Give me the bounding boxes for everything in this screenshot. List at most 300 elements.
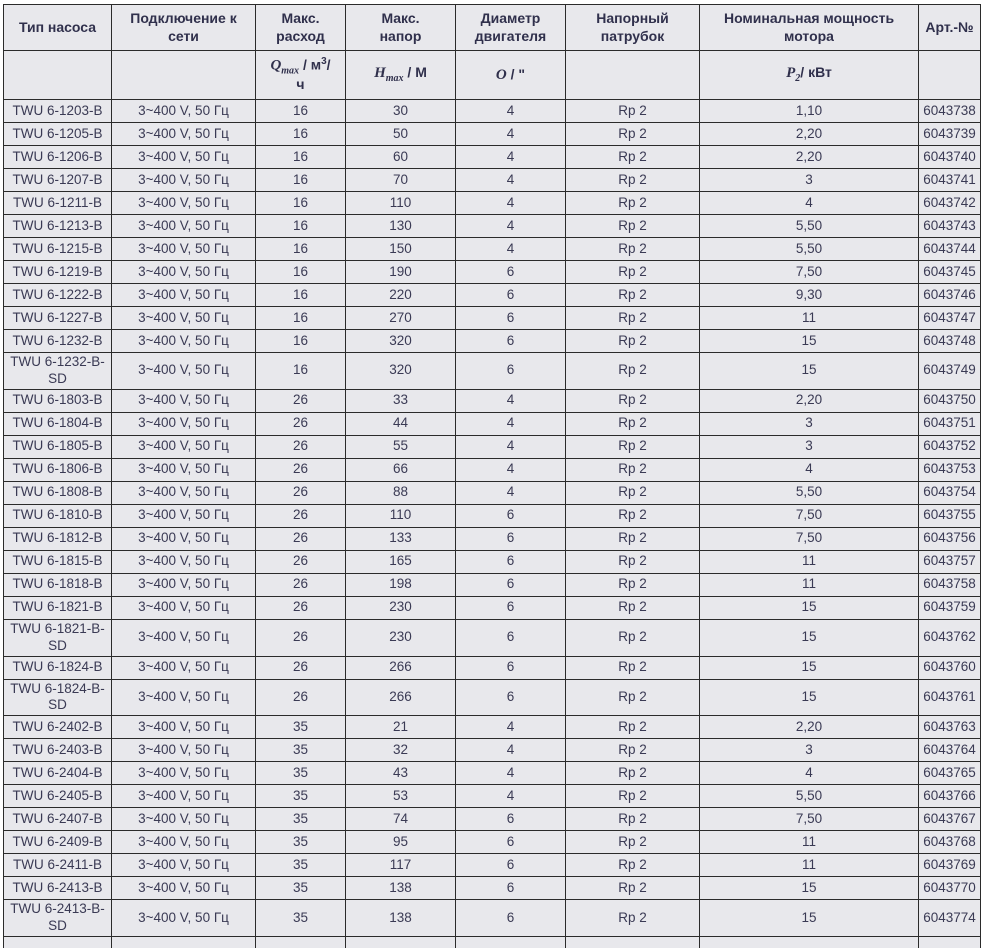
- cell-mains-connection: 3~400 V, 50 Гц: [112, 261, 256, 284]
- table-body: [4, 100, 981, 948]
- cell-mains-connection: 3~400 V, 50 Гц: [112, 550, 256, 573]
- table-row: [4, 192, 981, 215]
- cell-rated-power: 7,50: [700, 808, 919, 831]
- cell-rated-power: 11: [700, 573, 919, 596]
- cell-max-head: 74: [346, 808, 456, 831]
- table-row: [4, 877, 981, 900]
- cell-pressure-port: Rp 2: [566, 808, 700, 831]
- cell-rated-power: 9,30: [700, 284, 919, 307]
- cell-pressure-port: Rp 2: [566, 762, 700, 785]
- cell-max-head: 70: [346, 169, 456, 192]
- cell-mains-connection: 3~400 V, 50 Гц: [112, 284, 256, 307]
- cell-motor-diameter: 6: [456, 550, 566, 573]
- cell-max-head: 130: [346, 215, 456, 238]
- cell-pressure-port: Rp 2: [566, 412, 700, 435]
- cell-pump-type: TWU 6-1206-B: [4, 146, 112, 169]
- cell-mains-connection: 3~400 V, 50 Гц: [112, 716, 256, 739]
- table-row: [4, 169, 981, 192]
- cell-max-flow: 35: [256, 785, 346, 808]
- cell-rated-power: 4: [700, 762, 919, 785]
- cell-pressure-port: Rp 2: [566, 831, 700, 854]
- cell-max-head: 230: [346, 596, 456, 619]
- cell-pressure-port: Rp 2: [566, 900, 700, 937]
- cell-rated-power: 3: [700, 169, 919, 192]
- cell-motor-diameter: 6: [456, 831, 566, 854]
- table-row: [4, 900, 981, 937]
- cell-pressure-port: Rp 2: [566, 739, 700, 762]
- unit-cell-empty-pressure-port: [566, 51, 700, 100]
- cell-motor-diameter: 4: [456, 215, 566, 238]
- cell-article-number: 6043763: [919, 716, 981, 739]
- cell-rated-power: 3: [700, 739, 919, 762]
- cell-rated-power: 15: [700, 353, 919, 390]
- table-row: [4, 146, 981, 169]
- cell-max-head: 32: [346, 739, 456, 762]
- cell-max-flow: 35: [256, 739, 346, 762]
- cell-pressure-port: Rp 2: [566, 619, 700, 656]
- cell-max-head: 270: [346, 307, 456, 330]
- cell-pump-type: TWU 6-1222-B: [4, 284, 112, 307]
- cell-max-flow: 16: [256, 123, 346, 146]
- cell-motor-diameter: 6: [456, 504, 566, 527]
- cell-motor-diameter: 6: [456, 877, 566, 900]
- cell-motor-diameter: 6: [456, 808, 566, 831]
- cell-max-head: 55: [346, 435, 456, 458]
- cell-max-head: 190: [346, 261, 456, 284]
- cell-pump-type: TWU 6-1821-B: [4, 596, 112, 619]
- cell-pressure-port: Rp 2: [566, 192, 700, 215]
- cell-article-number: 6043743: [919, 215, 981, 238]
- cell-motor-diameter: 4: [456, 123, 566, 146]
- table-row: [4, 215, 981, 238]
- cell-article-number: [919, 937, 981, 948]
- cell-max-head: 320: [346, 330, 456, 353]
- cell-max-head: 165: [346, 550, 456, 573]
- cell-article-number: 6043744: [919, 238, 981, 261]
- cell-motor-diameter: 6: [456, 619, 566, 656]
- cell-pump-type: TWU 6-2403-B: [4, 739, 112, 762]
- cell-max-flow: 35: [256, 716, 346, 739]
- cell-max-flow: 16: [256, 100, 346, 123]
- cell-rated-power: 11: [700, 831, 919, 854]
- cell-max-flow: 35: [256, 854, 346, 877]
- cell-pressure-port: Rp 2: [566, 716, 700, 739]
- cell-motor-diameter: 4: [456, 192, 566, 215]
- cell-rated-power: 5,50: [700, 785, 919, 808]
- cell-mains-connection: 3~400 V, 50 Гц: [112, 573, 256, 596]
- cell-pressure-port: Rp 2: [566, 389, 700, 412]
- table-row-partial: [4, 937, 981, 948]
- table-row: [4, 762, 981, 785]
- cell-mains-connection: 3~400 V, 50 Гц: [112, 215, 256, 238]
- table-row: [4, 808, 981, 831]
- table-row: [4, 261, 981, 284]
- cell-pressure-port: Rp 2: [566, 146, 700, 169]
- cell-mains-connection: 3~400 V, 50 Гц: [112, 307, 256, 330]
- cell-pump-type: TWU 6-1803-B: [4, 389, 112, 412]
- cell-pump-type: TWU 6-1808-B: [4, 481, 112, 504]
- cell-pump-type: TWU 6-1232-B: [4, 330, 112, 353]
- cell-max-head: 66: [346, 458, 456, 481]
- cell-max-flow: 16: [256, 330, 346, 353]
- cell-article-number: 6043758: [919, 573, 981, 596]
- cell-pump-type: TWU 6-1213-B: [4, 215, 112, 238]
- cell-motor-diameter: 6: [456, 527, 566, 550]
- cell-pump-type: TWU 6-1810-B: [4, 504, 112, 527]
- cell-pump-type: TWU 6-1815-B: [4, 550, 112, 573]
- table-row: [4, 831, 981, 854]
- cell-max-flow: 16: [256, 284, 346, 307]
- cell-max-flow: 16: [256, 353, 346, 390]
- cell-article-number: 6043754: [919, 481, 981, 504]
- cell-motor-diameter: 4: [456, 146, 566, 169]
- table-header: [4, 5, 981, 100]
- table-row: [4, 739, 981, 762]
- table-row: [4, 307, 981, 330]
- cell-mains-connection: 3~400 V, 50 Гц: [112, 619, 256, 656]
- cell-mains-connection: 3~400 V, 50 Гц: [112, 238, 256, 261]
- cell-max-flow: 35: [256, 877, 346, 900]
- col-header-rated-power: Номинальная мощность мотора: [700, 5, 919, 51]
- cell-pressure-port: Rp 2: [566, 123, 700, 146]
- cell-pump-type: TWU 6-1232-B-SD: [4, 353, 112, 390]
- cell-article-number: 6043752: [919, 435, 981, 458]
- cell-article-number: 6043751: [919, 412, 981, 435]
- cell-max-head: 53: [346, 785, 456, 808]
- cell-rated-power: 11: [700, 307, 919, 330]
- cell-mains-connection: 3~400 V, 50 Гц: [112, 762, 256, 785]
- unit-cell-rated-power: $P_2/$ кВт: [700, 51, 919, 100]
- cell-article-number: 6043762: [919, 619, 981, 656]
- cell-article-number: 6043766: [919, 785, 981, 808]
- cell-max-flow: 35: [256, 900, 346, 937]
- cell-max-flow: 26: [256, 596, 346, 619]
- unit-cell-max-head: $H_{max}$ / М: [346, 51, 456, 100]
- cell-max-head: 44: [346, 412, 456, 435]
- cell-article-number: 6043761: [919, 679, 981, 716]
- cell-motor-diameter: 4: [456, 716, 566, 739]
- cell-article-number: 6043767: [919, 808, 981, 831]
- cell-pump-type: TWU 6-2404-B: [4, 762, 112, 785]
- cell-rated-power: 5,50: [700, 215, 919, 238]
- cell-pump-type: TWU 6-1824-B: [4, 656, 112, 679]
- cell-article-number: 6043769: [919, 854, 981, 877]
- cell-pressure-port: Rp 2: [566, 100, 700, 123]
- cell-pressure-port: Rp 2: [566, 854, 700, 877]
- cell-mains-connection: 3~400 V, 50 Гц: [112, 412, 256, 435]
- table-row: [4, 619, 981, 656]
- cell-article-number: 6043742: [919, 192, 981, 215]
- cell-max-flow: 35: [256, 808, 346, 831]
- cell-pressure-port: Rp 2: [566, 877, 700, 900]
- unit-cell-empty-mains: [112, 51, 256, 100]
- cell-pressure-port: Rp 2: [566, 435, 700, 458]
- cell-motor-diameter: 4: [456, 435, 566, 458]
- cell-max-flow: 26: [256, 435, 346, 458]
- cell-article-number: 6043741: [919, 169, 981, 192]
- cell-motor-diameter: 6: [456, 679, 566, 716]
- cell-article-number: 6043739: [919, 123, 981, 146]
- cell-rated-power: 15: [700, 596, 919, 619]
- cell-pressure-port: Rp 2: [566, 679, 700, 716]
- cell-max-flow: 16: [256, 238, 346, 261]
- cell-max-flow: 16: [256, 261, 346, 284]
- cell-article-number: 6043745: [919, 261, 981, 284]
- col-header-max-flow: Макс. расход: [256, 5, 346, 51]
- cell-rated-power: 2,20: [700, 716, 919, 739]
- cell-motor-diameter: 4: [456, 389, 566, 412]
- unit-cell-empty-pump-type: [4, 51, 112, 100]
- cell-article-number: 6043755: [919, 504, 981, 527]
- cell-max-flow: 26: [256, 481, 346, 504]
- cell-mains-connection: 3~400 V, 50 Гц: [112, 900, 256, 937]
- cell-article-number: 6043747: [919, 307, 981, 330]
- cell-motor-diameter: 6: [456, 573, 566, 596]
- cell-pump-type: TWU 6-2413-B-SD: [4, 900, 112, 937]
- cell-max-flow: 26: [256, 458, 346, 481]
- cell-max-head: 220: [346, 284, 456, 307]
- cell-motor-diameter: 4: [456, 412, 566, 435]
- cell-motor-diameter: 6: [456, 900, 566, 937]
- cell-article-number: 6043753: [919, 458, 981, 481]
- cell-pump-type: TWU 6-1219-B: [4, 261, 112, 284]
- cell-max-flow: 26: [256, 619, 346, 656]
- cell-article-number: 6043774: [919, 900, 981, 937]
- cell-pump-type: TWU 6-2413-B: [4, 877, 112, 900]
- cell-pressure-port: Rp 2: [566, 481, 700, 504]
- table-row: [4, 656, 981, 679]
- cell-max-head: [346, 937, 456, 948]
- cell-max-head: 138: [346, 877, 456, 900]
- table-row: [4, 435, 981, 458]
- cell-rated-power: 4: [700, 192, 919, 215]
- cell-pump-type: TWU 6-1804-B: [4, 412, 112, 435]
- cell-max-head: 198: [346, 573, 456, 596]
- cell-pump-type: TWU 6-2405-B: [4, 785, 112, 808]
- cell-max-flow: 16: [256, 146, 346, 169]
- cell-article-number: 6043750: [919, 389, 981, 412]
- table-row: [4, 100, 981, 123]
- cell-max-head: 110: [346, 504, 456, 527]
- cell-pressure-port: Rp 2: [566, 238, 700, 261]
- cell-pump-type: TWU 6-1821-B-SD: [4, 619, 112, 656]
- cell-pressure-port: Rp 2: [566, 550, 700, 573]
- cell-max-flow: 35: [256, 831, 346, 854]
- cell-max-head: 133: [346, 527, 456, 550]
- table-row: [4, 330, 981, 353]
- cell-pump-type: TWU 6-1805-B: [4, 435, 112, 458]
- cell-pump-type: TWU 6-1207-B: [4, 169, 112, 192]
- cell-max-flow: 26: [256, 527, 346, 550]
- cell-pressure-port: Rp 2: [566, 596, 700, 619]
- cell-rated-power: 5,50: [700, 238, 919, 261]
- cell-max-head: 110: [346, 192, 456, 215]
- cell-mains-connection: 3~400 V, 50 Гц: [112, 527, 256, 550]
- cell-mains-connection: 3~400 V, 50 Гц: [112, 854, 256, 877]
- cell-max-flow: 26: [256, 504, 346, 527]
- cell-pressure-port: Rp 2: [566, 330, 700, 353]
- cell-motor-diameter: 6: [456, 656, 566, 679]
- cell-max-head: 43: [346, 762, 456, 785]
- cell-mains-connection: 3~400 V, 50 Гц: [112, 330, 256, 353]
- cell-motor-diameter: 6: [456, 330, 566, 353]
- table-row: [4, 596, 981, 619]
- cell-article-number: 6043740: [919, 146, 981, 169]
- cell-mains-connection: 3~400 V, 50 Гц: [112, 192, 256, 215]
- cell-motor-diameter: 4: [456, 238, 566, 261]
- cell-pump-type: TWU 6-2411-B: [4, 854, 112, 877]
- cell-pressure-port: Rp 2: [566, 215, 700, 238]
- cell-max-flow: 35: [256, 762, 346, 785]
- cell-rated-power: 11: [700, 550, 919, 573]
- cell-pump-type: TWU 6-1824-B-SD: [4, 679, 112, 716]
- cell-mains-connection: 3~400 V, 50 Гц: [112, 596, 256, 619]
- cell-mains-connection: 3~400 V, 50 Гц: [112, 831, 256, 854]
- cell-motor-diameter: 4: [456, 785, 566, 808]
- cell-pump-type: TWU 6-1812-B: [4, 527, 112, 550]
- cell-max-flow: 16: [256, 192, 346, 215]
- cell-rated-power: 15: [700, 900, 919, 937]
- cell-pressure-port: Rp 2: [566, 261, 700, 284]
- cell-max-flow: [256, 937, 346, 948]
- cell-max-head: 266: [346, 656, 456, 679]
- cell-mains-connection: 3~400 V, 50 Гц: [112, 146, 256, 169]
- table-row: [4, 284, 981, 307]
- cell-max-head: 320: [346, 353, 456, 390]
- cell-rated-power: 2,20: [700, 123, 919, 146]
- cell-article-number: 6043768: [919, 831, 981, 854]
- cell-mains-connection: 3~400 V, 50 Гц: [112, 100, 256, 123]
- cell-pressure-port: Rp 2: [566, 656, 700, 679]
- cell-pressure-port: Rp 2: [566, 573, 700, 596]
- cell-mains-connection: 3~400 V, 50 Гц: [112, 504, 256, 527]
- cell-motor-diameter: 6: [456, 353, 566, 390]
- cell-article-number: 6043738: [919, 100, 981, 123]
- cell-motor-diameter: 6: [456, 307, 566, 330]
- table-row: [4, 679, 981, 716]
- cell-pressure-port: [566, 937, 700, 948]
- table-row: [4, 412, 981, 435]
- cell-article-number: 6043770: [919, 877, 981, 900]
- col-header-mains-connection: Подключение к сети: [112, 5, 256, 51]
- table-row: [4, 353, 981, 390]
- cell-mains-connection: 3~400 V, 50 Гц: [112, 169, 256, 192]
- cell-max-head: 33: [346, 389, 456, 412]
- cell-pressure-port: Rp 2: [566, 307, 700, 330]
- cell-pump-type: TWU 6-2407-B: [4, 808, 112, 831]
- cell-article-number: 6043746: [919, 284, 981, 307]
- header-row-labels: [4, 5, 981, 51]
- cell-pump-type: TWU 6-1203-B: [4, 100, 112, 123]
- col-header-pump-type: Тип насоса: [4, 5, 112, 51]
- cell-pressure-port: Rp 2: [566, 353, 700, 390]
- cell-pump-type: [4, 937, 112, 948]
- table-row: [4, 389, 981, 412]
- table-row: [4, 238, 981, 261]
- table-row: [4, 573, 981, 596]
- cell-pump-type: TWU 6-1818-B: [4, 573, 112, 596]
- cell-mains-connection: 3~400 V, 50 Гц: [112, 877, 256, 900]
- cell-max-flow: 16: [256, 307, 346, 330]
- col-header-motor-diameter: Диаметр двигателя: [456, 5, 566, 51]
- cell-max-flow: 16: [256, 215, 346, 238]
- cell-rated-power: 3: [700, 412, 919, 435]
- cell-article-number: 6043756: [919, 527, 981, 550]
- cell-article-number: 6043748: [919, 330, 981, 353]
- cell-article-number: 6043749: [919, 353, 981, 390]
- cell-rated-power: 3: [700, 435, 919, 458]
- cell-mains-connection: 3~400 V, 50 Гц: [112, 808, 256, 831]
- cell-pump-type: TWU 6-2402-B: [4, 716, 112, 739]
- cell-mains-connection: 3~400 V, 50 Гц: [112, 353, 256, 390]
- cell-pressure-port: Rp 2: [566, 284, 700, 307]
- cell-max-head: 266: [346, 679, 456, 716]
- cell-max-flow: 16: [256, 169, 346, 192]
- cell-article-number: 6043764: [919, 739, 981, 762]
- col-header-article-number: Арт.-№: [919, 5, 981, 51]
- cell-motor-diameter: 4: [456, 100, 566, 123]
- cell-rated-power: 15: [700, 656, 919, 679]
- table-row: [4, 123, 981, 146]
- cell-motor-diameter: 4: [456, 481, 566, 504]
- unit-cell-max-flow: $Q_{max} / м^3/$ ч: [256, 51, 346, 100]
- cell-max-flow: 26: [256, 656, 346, 679]
- cell-max-head: 30: [346, 100, 456, 123]
- cell-mains-connection: 3~400 V, 50 Гц: [112, 481, 256, 504]
- cell-max-head: 21: [346, 716, 456, 739]
- cell-max-head: 50: [346, 123, 456, 146]
- cell-mains-connection: [112, 937, 256, 948]
- cell-mains-connection: 3~400 V, 50 Гц: [112, 435, 256, 458]
- cell-rated-power: 1,10: [700, 100, 919, 123]
- cell-pressure-port: Rp 2: [566, 504, 700, 527]
- table-row: [4, 458, 981, 481]
- cell-mains-connection: 3~400 V, 50 Гц: [112, 458, 256, 481]
- cell-rated-power: 15: [700, 679, 919, 716]
- cell-rated-power: 11: [700, 854, 919, 877]
- cell-pump-type: TWU 6-1215-B: [4, 238, 112, 261]
- cell-mains-connection: 3~400 V, 50 Гц: [112, 389, 256, 412]
- cell-max-head: 95: [346, 831, 456, 854]
- cell-motor-diameter: 4: [456, 169, 566, 192]
- cell-max-head: 138: [346, 900, 456, 937]
- cell-rated-power: 15: [700, 330, 919, 353]
- cell-mains-connection: 3~400 V, 50 Гц: [112, 679, 256, 716]
- cell-motor-diameter: 4: [456, 458, 566, 481]
- pump-spec-table: [3, 4, 981, 948]
- header-row-units: [4, 51, 981, 100]
- cell-pump-type: TWU 6-1806-B: [4, 458, 112, 481]
- cell-max-flow: 26: [256, 573, 346, 596]
- table-row: [4, 550, 981, 573]
- cell-rated-power: 7,50: [700, 504, 919, 527]
- cell-motor-diameter: 6: [456, 284, 566, 307]
- table-row: [4, 527, 981, 550]
- cell-mains-connection: 3~400 V, 50 Гц: [112, 739, 256, 762]
- cell-mains-connection: 3~400 V, 50 Гц: [112, 656, 256, 679]
- cell-rated-power: 2,20: [700, 389, 919, 412]
- cell-rated-power: 7,50: [700, 527, 919, 550]
- cell-rated-power: [700, 937, 919, 948]
- cell-max-head: 150: [346, 238, 456, 261]
- col-header-pressure-port: Напорный патрубок: [566, 5, 700, 51]
- table-row: [4, 504, 981, 527]
- cell-max-head: 117: [346, 854, 456, 877]
- cell-article-number: 6043757: [919, 550, 981, 573]
- cell-motor-diameter: 6: [456, 261, 566, 284]
- cell-motor-diameter: 4: [456, 739, 566, 762]
- cell-max-flow: 26: [256, 412, 346, 435]
